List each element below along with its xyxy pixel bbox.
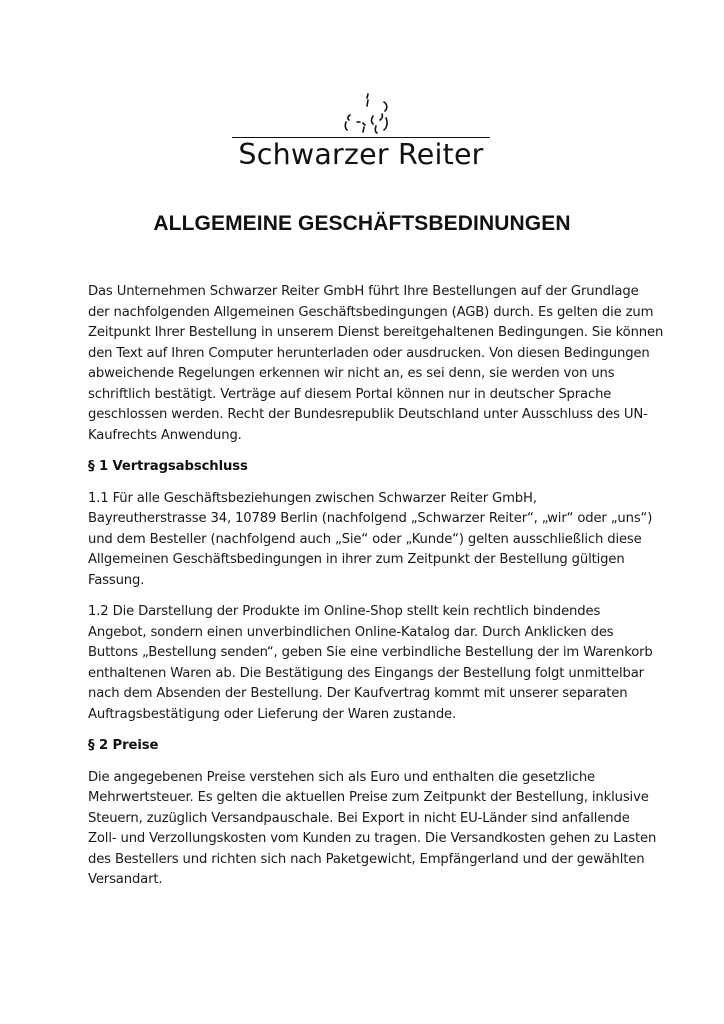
text-line: Zoll- und Verzollungskosten vom Kunden zu tragen. Die Versandkosten gehen zu Lasten [88, 831, 657, 846]
text-line: Die angegebenen Preise verstehen sich als Euro und enthalten die gesetzliche [88, 769, 595, 785]
text-line: Das Unternehmen Schwarzer Reiter GmbH führt Ihre Bestellungen auf der Grundlage [88, 284, 639, 299]
text-line: Angebot, sondern einen unverbindlichen Online-Katalog dar. Durch Anklicken des [88, 624, 614, 640]
text-line: schriftlich bestätigt. Verträge auf diesem Portal können nur in deutscher Sprache [88, 386, 612, 402]
text-line: enthaltenen Waren ab. Die Bestätigung des Eingangs der Bestellung folgt unmittelbar [88, 665, 644, 681]
text-line: Mehrwertsteuer. Es gelten die aktuellen Preise zum Zeitpunkt der Bestellung, inklusive [88, 790, 649, 805]
rider-icon [338, 92, 398, 136]
text-line: Buttons „Bestellung senden“, geben Sie eine verbindliche Bestellung der im Warenkorb [88, 645, 653, 660]
text-line: Bayreutherstrasse 34, 10789 Berlin (nachfolgend „Schwarzer Reiter“, „wir“ oder „uns“) [88, 511, 653, 526]
section1-paragraph-1 [88, 489, 653, 592]
brand-name: Schwarzer Reiter [238, 138, 484, 171]
text-line: Allgemeinen Geschäftsbedingungen in ihrer zum Zeitpunkt der Bestellung gültigen [88, 552, 625, 567]
text-line: Auftragsbestätigung oder Lieferung der Waren zustande. [88, 706, 457, 722]
text-line: und dem Besteller (nachfolgend auch „Sie“ oder „Kunde“) gelten ausschließlich diese [88, 531, 642, 547]
intro-paragraph [88, 282, 664, 446]
text-line: 1.2 Die Darstellung der Produkte im Online-Shop stellt kein rechtlich bindendes [88, 604, 601, 619]
text-line: 1.1 Für alle Geschäftsbeziehungen zwischen Schwarzer Reiter GmbH, [88, 490, 537, 506]
text-line: Zeitpunkt Ihrer Bestellung in unserem Dienst bereitgehaltenen Bedingungen. Sie können [88, 325, 664, 340]
text-line: abweichende Regelungen erkennen wir nicht an, es sei denn, sie werden von uns [88, 366, 615, 381]
section1-paragraph-2 [88, 602, 653, 725]
text-line: nach dem Absenden der Bestellung. Der Kaufvertrag kommt mit unserer separaten [88, 686, 628, 701]
text-line: Fassung. [88, 572, 145, 588]
text-line: Kaufrechts Anwendung. [88, 427, 242, 443]
text-line: den Text auf Ihren Computer herunterladen oder ausdrucken. Von diesen Bedingungen [88, 345, 650, 361]
section-heading-vertragsabschluss: § 1 Vertragsabschluss [88, 459, 248, 474]
company-logo [232, 92, 490, 178]
text-line: des Bestellers und richten sich nach Paketgewicht, Empfängerland und der gewählten [88, 851, 645, 867]
document-title: ALLGEMEINE GESCHÄFTSBEDINUNGEN [153, 212, 571, 235]
section2-paragraph-1 [88, 768, 657, 891]
text-line: geschlossen werden. Recht der Bundesrepublik Deutschland unter Ausschluss des UN- [88, 407, 648, 422]
terms-body [88, 282, 664, 902]
text-line: der nachfolgenden Allgemeinen Geschäftsbedingungen (AGB) durch. Es gelten die zum [88, 304, 654, 320]
text-line: Versandart. [88, 872, 163, 887]
section-heading-preise: § 2 Preise [88, 738, 159, 753]
text-line: Steuern, zuzüglich Versandpauschale. Bei Export in nicht EU-Länder sind anfallende [88, 810, 630, 826]
